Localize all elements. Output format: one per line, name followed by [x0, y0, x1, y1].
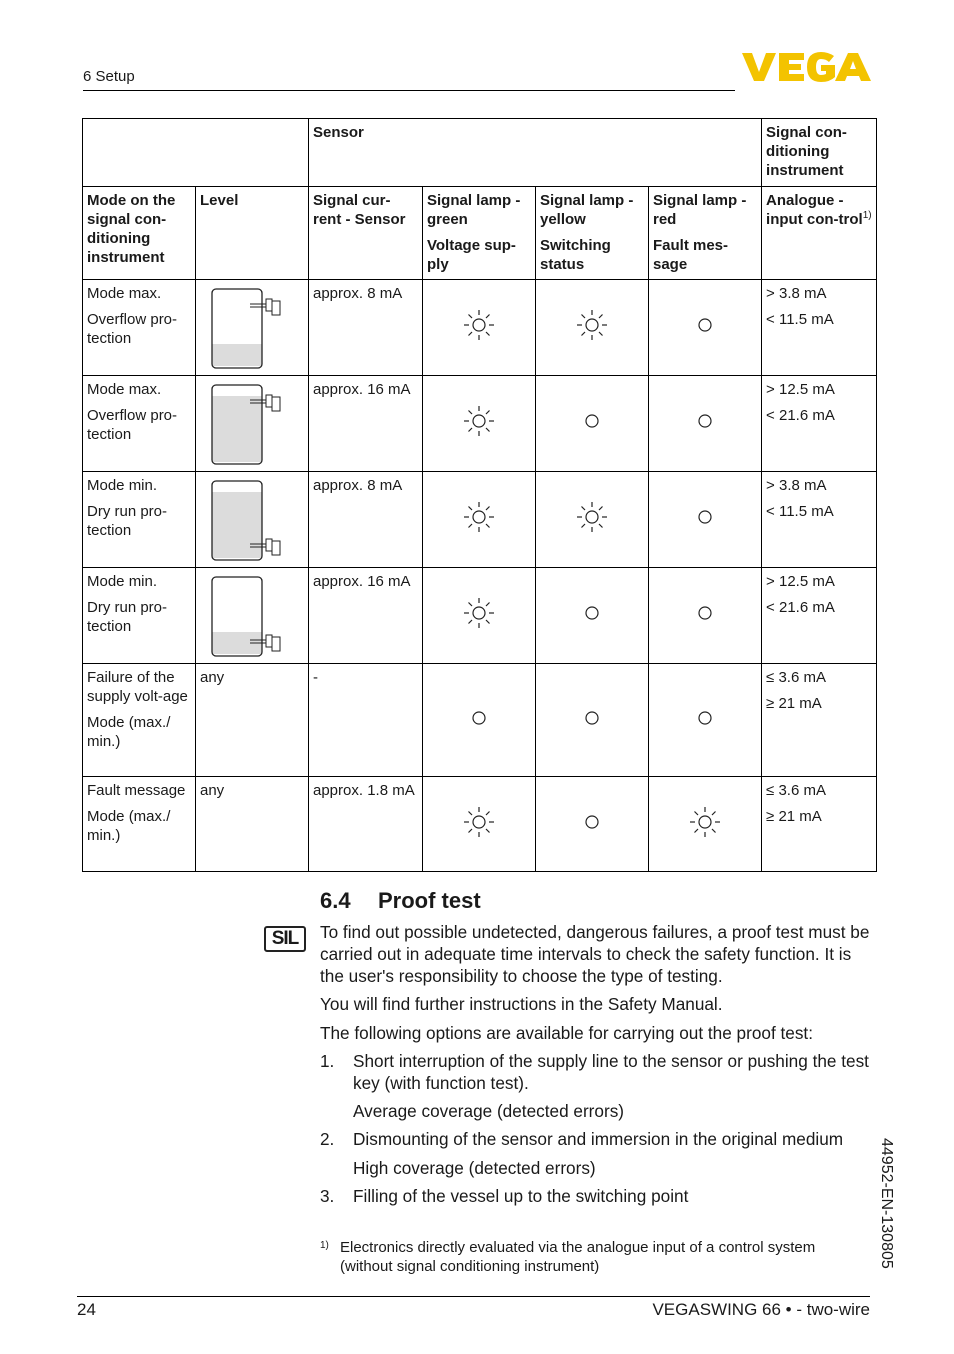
signal-table — [82, 118, 877, 872]
table-row — [83, 376, 877, 472]
lamp-yellow-cell — [536, 777, 649, 872]
lamp-on-icon — [575, 500, 609, 534]
mode-cell — [83, 376, 196, 472]
mode-subtext: Mode (max./ min.) — [87, 808, 171, 844]
document-code: 44952-EN-130805 — [878, 1138, 895, 1269]
analogue-cell — [762, 777, 877, 872]
list-item-note: High coverage (detected errors) — [353, 1158, 596, 1178]
analogue-upper-limit: < 11.5 mA — [766, 311, 834, 328]
lamp-green-subtitle: Voltage sup-ply — [427, 237, 516, 273]
vessel-full-sensor-bottom-icon — [204, 549, 284, 566]
vessel-full-sensor-top-icon — [204, 453, 284, 470]
lamp-off-icon — [575, 805, 609, 839]
list-item-number: 3. — [320, 1186, 335, 1206]
analogue-upper-limit: ≥ 21 mA — [766, 695, 822, 712]
empty-header-cell — [83, 119, 309, 187]
vessel-low-level-sensor-top-icon — [204, 357, 284, 374]
footnote-ref: 1) — [862, 210, 872, 221]
list-item-number: 1. — [320, 1051, 335, 1071]
lamp-green-cell — [423, 777, 536, 872]
mode-cell — [83, 472, 196, 568]
col-lamp-yellow-header — [536, 187, 649, 280]
mode-subtext: Mode (max./ min.) — [87, 714, 171, 750]
lamp-off-icon — [575, 701, 609, 735]
lamp-red-cell — [649, 376, 762, 472]
lamp-green-cell — [423, 472, 536, 568]
signal-current-cell: - — [309, 664, 423, 777]
lamp-yellow-subtitle: Switching status — [540, 237, 611, 273]
lamp-yellow-cell — [536, 472, 649, 568]
analogue-lower-limit: ≤ 3.6 mA — [766, 782, 826, 799]
paragraph-safety-manual: You will find further instructions in the Safety Manual. — [320, 994, 723, 1014]
vessel-low-level-sensor-bottom-icon — [204, 645, 284, 662]
list-item-text: Short interruption of the supply line to the sensor or pushing the test key (with function test). — [353, 1051, 869, 1093]
mode-cell — [83, 568, 196, 664]
analogue-upper-limit: ≥ 21 mA — [766, 808, 822, 825]
analogue-cell — [762, 568, 877, 664]
table-row — [83, 472, 877, 568]
lamp-off-icon — [575, 596, 609, 630]
analogue-cell — [762, 472, 877, 568]
lamp-on-icon — [462, 805, 496, 839]
col-analogue-header — [762, 187, 877, 280]
mode-cell — [83, 280, 196, 376]
level-cell — [196, 568, 309, 664]
lamp-red-cell — [649, 777, 762, 872]
signal-current-cell: approx. 16 mA — [309, 376, 423, 472]
lamp-red-subtitle: Fault mes-sage — [653, 237, 729, 273]
signal-conditioning-header: Signal con- ditioning instrument — [762, 119, 877, 187]
lamp-off-icon — [688, 404, 722, 438]
analogue-cell — [762, 280, 877, 376]
lamp-red-cell — [649, 472, 762, 568]
lamp-on-icon — [462, 596, 496, 630]
table-group-header-row — [83, 119, 877, 187]
analogue-cell — [762, 664, 877, 777]
lamp-off-icon — [688, 596, 722, 630]
signal-current-cell: approx. 8 mA — [309, 280, 423, 376]
lamp-yellow-title: Signal lamp - yellow — [540, 192, 634, 228]
analogue-lower-limit: ≤ 3.6 mA — [766, 669, 826, 686]
lamp-yellow-cell — [536, 376, 649, 472]
col-level-header: Level — [196, 187, 309, 280]
col-mode-header: Mode on the signal con-ditioning instrument — [83, 187, 196, 280]
mode-subtext: Overflow pro-tection — [87, 407, 178, 443]
lamp-off-icon — [688, 308, 722, 342]
footnote-mark: 1) — [320, 1240, 329, 1251]
analogue-lower-limit: > 3.8 mA — [766, 477, 827, 494]
signal-current-cell: approx. 8 mA — [309, 472, 423, 568]
analogue-upper-limit: < 21.6 mA — [766, 599, 835, 616]
analogue-lower-limit: > 12.5 mA — [766, 573, 835, 590]
level-cell: any — [196, 664, 309, 777]
list-item-number: 2. — [320, 1129, 335, 1149]
lamp-green-cell — [423, 376, 536, 472]
analogue-title: Analogue - input con-trol — [766, 192, 863, 228]
mode-text: Failure of the supply volt-age — [87, 669, 188, 705]
level-cell — [196, 376, 309, 472]
footer-divider — [77, 1296, 870, 1297]
table-body — [83, 280, 877, 872]
mode-text: Fault message — [87, 782, 186, 799]
col-lamp-green-header — [423, 187, 536, 280]
running-header: 6 Setup — [83, 68, 135, 85]
signal-current-cell: approx. 1.8 mA — [309, 777, 423, 872]
lamp-on-icon — [575, 308, 609, 342]
level-cell — [196, 280, 309, 376]
col-lamp-red-header — [649, 187, 762, 280]
lamp-off-icon — [575, 404, 609, 438]
lamp-red-title: Signal lamp - red — [653, 192, 747, 228]
lamp-off-icon — [462, 701, 496, 735]
page-number: 24 — [77, 1300, 96, 1319]
mode-text: Mode min. — [87, 477, 158, 494]
analogue-upper-limit: < 11.5 mA — [766, 503, 834, 520]
mode-text: Mode max. — [87, 381, 162, 398]
vega-logo — [742, 50, 872, 84]
table-row — [83, 664, 877, 777]
analogue-lower-limit: > 12.5 mA — [766, 381, 835, 398]
table-column-header-row — [83, 187, 877, 280]
lamp-red-cell — [649, 568, 762, 664]
mode-cell — [83, 664, 196, 777]
level-cell: any — [196, 777, 309, 872]
mode-cell — [83, 777, 196, 872]
footnote-text: Electronics directly evaluated via the analogue input of a control system (without signal conditioning instrument) — [340, 1239, 816, 1275]
lamp-red-cell — [649, 664, 762, 777]
document-title: VEGASWING 66 • - two-wire — [652, 1300, 870, 1319]
level-cell — [196, 472, 309, 568]
section-title: Proof test — [378, 888, 481, 913]
lamp-yellow-cell — [536, 664, 649, 777]
col-current-header: Signal cur-rent - Sensor — [309, 187, 423, 280]
table-row — [83, 568, 877, 664]
lamp-yellow-cell — [536, 280, 649, 376]
sil-badge-icon: SIL — [264, 926, 306, 952]
lamp-green-cell — [423, 664, 536, 777]
section-heading — [320, 888, 481, 914]
mode-subtext: Dry run pro-tection — [87, 599, 168, 635]
sensor-header: Sensor — [309, 119, 762, 187]
lamp-yellow-cell — [536, 568, 649, 664]
mode-subtext: Overflow pro-tection — [87, 311, 178, 347]
lamp-on-icon — [462, 500, 496, 534]
analogue-lower-limit: > 3.8 mA — [766, 285, 827, 302]
lamp-red-cell — [649, 280, 762, 376]
section-number: 6.4 — [320, 888, 351, 913]
mode-subtext: Dry run pro-tection — [87, 503, 168, 539]
lamp-off-icon — [688, 701, 722, 735]
lamp-green-cell — [423, 568, 536, 664]
mode-text: Mode max. — [87, 285, 162, 302]
analogue-cell — [762, 376, 877, 472]
list-item-text: Filling of the vessel up to the switching point — [353, 1186, 689, 1206]
lamp-on-icon — [688, 805, 722, 839]
lamp-green-cell — [423, 280, 536, 376]
table-row — [83, 777, 877, 872]
signal-current-cell: approx. 16 mA — [309, 568, 423, 664]
list-item-text: Dismounting of the sensor and immersion in the original medium — [353, 1129, 844, 1149]
lamp-on-icon — [462, 404, 496, 438]
header-divider — [83, 90, 735, 91]
paragraph-options: The following options are available for carrying out the proof test: — [320, 1023, 813, 1043]
paragraph-intro: To find out possible undetected, dangerous failures, a proof test must be carried out in adequate time intervals to check the safety function. It is the user's responsibility to choose the type of testing. — [320, 922, 870, 986]
table-row — [83, 280, 877, 376]
lamp-off-icon — [688, 500, 722, 534]
mode-text: Mode min. — [87, 573, 158, 590]
list-item-note: Average coverage (detected errors) — [353, 1101, 625, 1121]
analogue-upper-limit: < 21.6 mA — [766, 407, 835, 424]
lamp-on-icon — [462, 308, 496, 342]
lamp-green-title: Signal lamp - green — [427, 192, 521, 228]
